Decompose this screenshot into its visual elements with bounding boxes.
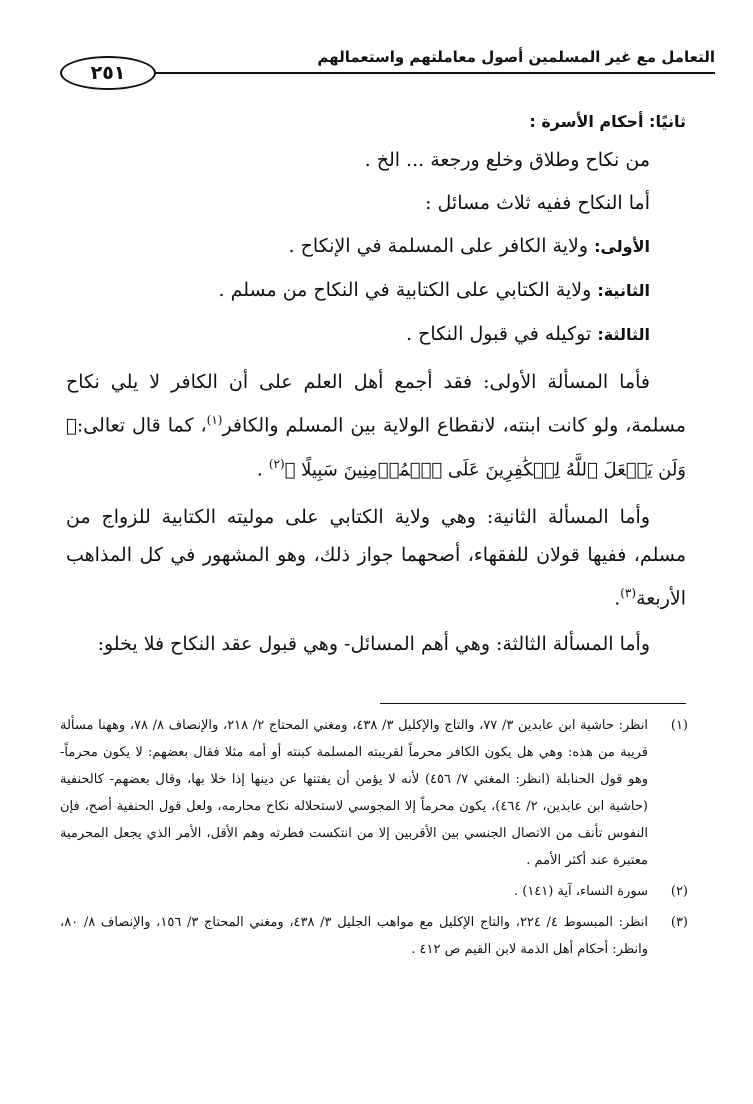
p2-text: وأما المسألة الثانية: وهي ولاية الكتابي على موليته الكتابية للزواج من مسلم، ففيها قولان للفقهاء، أصحهما جواز ذلك، وهو المشهور في كل المذاهب الأربعة (66, 505, 686, 609)
header-rule (156, 72, 715, 74)
paragraph-third-issue: وأما المسألة الثالثة: وهي أهم المسائل- وهي قبول عقد النكاح فلا يخلو: (97, 632, 650, 655)
issue-third-label: الثالثة: (597, 325, 650, 344)
p1-text-a: فأما المسألة الأولى: فقد أجمع أهل العلم على أن الكافر لا يلي نكاح مسلمة، ولو كانت ابنته، لانقطاع الولاية بين المسلم والكافر (66, 371, 686, 437)
footnote-ref-1: (١) (206, 413, 223, 427)
footnote-1 (60, 712, 688, 874)
footnote-number: (٣) (670, 915, 688, 930)
footnote-number: (٢) (670, 884, 688, 899)
p1-end: . (256, 458, 269, 481)
footnote-number: (١) (670, 718, 688, 733)
footnote-2 (60, 878, 688, 905)
footnote-text: انظر: حاشية ابن عابدين ٣/ ٧٧، والتاج والإكليل ٣/ ٤٣٨، ومغني المحتاج ٢/ ٢١٨، والإنصاف ٨/ ٧٨، وههنا مسألة قريبة من هذه: وهي هل يكون الكافر محرماً لقريبته المسلمة كبنته أو أمه مثلا فقال بعضهم: لا يكون محرماً- وهو قول الحنابلة (انظر: المغني ٧/ ٤٥٦) لأنه لا يؤمن أن يفتنها عن دينها إذا خلا بها، وقال بعضهم- كالحنفية (حاشية ابن عابدين، ٢/ ٤٦٤)، يكون محرماً إلا المجوسي لاستحلاله نكاح محارمه، ولعل قول الحنفية أصح، فإن النفوس تأنف من الاتصال الجنسي بين الأقربين إلا من انتكست فطرته وهم الأقل، الأمر الذي يجعل المحرمية معتبرة عند أكثر الأمم . (60, 718, 649, 868)
issue-first-label: الأولى: (594, 237, 650, 256)
intro-line: من نكاح وطلاق وخلع ورجعة ... الخ . (364, 149, 650, 171)
issue-first-text: ولاية الكافر على المسلمة في الإنكاح . (288, 235, 595, 257)
issue-second-label: الثانية: (597, 281, 650, 300)
issue-first (66, 231, 686, 262)
footnote-text: انظر: المبسوط ٤/ ٢٢٤، والتاج الإكليل مع مواهب الجليل ٣/ ٤٣٨، ومغني المحتاج ٣/ ١٥٦، والإنصاف ٨/ ٨٠، وانظر: أحكام أهل الذمة لابن القيم ص ٤١٢ . (60, 915, 649, 957)
paragraph-first-issue (66, 363, 686, 490)
running-title: التعامل مع غير المسلمين أصول معاملتهم واستعمالهم (317, 48, 715, 66)
issue-second-text: ولاية الكتابي على الكتابية في النكاح من مسلم . (218, 279, 598, 301)
marriage-line: أما النكاح ففيه ثلاث مسائل : (425, 192, 650, 214)
footnote-3 (60, 909, 688, 963)
page-header (60, 46, 715, 86)
p2-end: . (614, 586, 621, 609)
page-number: ٢٥١ (60, 56, 156, 90)
section-title: ثانيًا: أحكام الأسرة : (529, 112, 686, 131)
paragraph-second-issue (66, 498, 686, 617)
quran-verse: ﴿ وَلَن يَجۡعَلَ ٱللَّهُ لِلۡكَٰفِرِينَ عَلَى ٱلۡمُؤۡمِنِينَ سَبِيلًا ﴾ (66, 415, 686, 481)
footnotes (60, 712, 688, 967)
main-text (66, 106, 686, 671)
footnote-text: سورة النساء، آية (١٤١) . (513, 884, 648, 899)
issue-third (66, 319, 686, 350)
issue-third-text: توكيله في قبول النكاح . (406, 323, 598, 345)
footnote-ref-2: (٢) (268, 457, 285, 472)
footnote-ref-3: (٣) (620, 585, 637, 600)
footnote-separator (380, 703, 686, 704)
issue-second (66, 275, 686, 306)
p1-text-b: ، كما قال تعالى: (76, 414, 207, 437)
